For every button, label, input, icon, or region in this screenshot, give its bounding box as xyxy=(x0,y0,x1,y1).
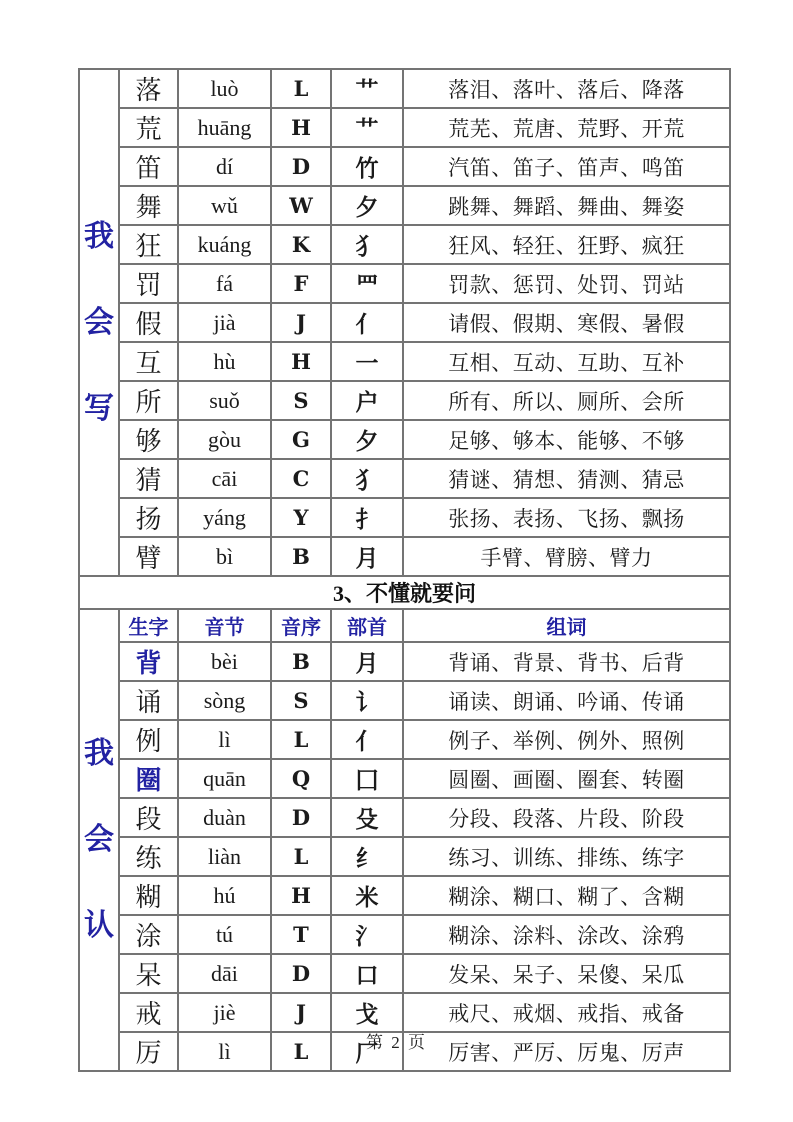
pinyin-cell: dí xyxy=(178,147,271,186)
radical-cell: 艹 xyxy=(331,69,403,108)
radical-cell: 囗 xyxy=(331,759,403,798)
vocab-table xyxy=(78,68,731,1072)
column-header-character: 生字 xyxy=(119,609,178,642)
radical-cell: 亻 xyxy=(331,303,403,342)
pinyin-cell: bèi xyxy=(178,642,271,681)
vocab-row xyxy=(79,225,730,264)
radical-cell: 竹 xyxy=(331,147,403,186)
words-cell: 例子、举例、例外、照例 xyxy=(403,720,730,759)
pinyin-cell: tú xyxy=(178,915,271,954)
initial-letter-cell: L xyxy=(271,720,331,759)
vocab-row xyxy=(79,993,730,1032)
pinyin-cell: jià xyxy=(178,303,271,342)
words-cell: 糊涂、糊口、糊了、含糊 xyxy=(403,876,730,915)
character-cell: 涂 xyxy=(119,915,178,954)
initial-letter-cell: B xyxy=(271,537,331,576)
radical-cell: 扌 xyxy=(331,498,403,537)
pinyin-cell: liàn xyxy=(178,837,271,876)
radical-cell: 夕 xyxy=(331,186,403,225)
lesson-title-row xyxy=(79,576,730,609)
words-cell: 足够、够本、能够、不够 xyxy=(403,420,730,459)
character-cell: 戒 xyxy=(119,993,178,1032)
column-header-initial: 音序 xyxy=(271,609,331,642)
character-cell: 假 xyxy=(119,303,178,342)
initial-letter-cell: L xyxy=(271,837,331,876)
initial-letter-cell: L xyxy=(271,1032,331,1071)
side-label-char: 会 xyxy=(84,305,114,339)
page-number: 第 2 页 xyxy=(366,1033,427,1052)
vocab-row xyxy=(79,69,730,108)
vocab-row xyxy=(79,420,730,459)
character-cell: 互 xyxy=(119,342,178,381)
character-cell: 舞 xyxy=(119,186,178,225)
vocab-row xyxy=(79,498,730,537)
words-cell: 荒芜、荒唐、荒野、开荒 xyxy=(403,108,730,147)
vocab-row xyxy=(79,459,730,498)
pinyin-cell: suǒ xyxy=(178,381,271,420)
pinyin-cell: quān xyxy=(178,759,271,798)
radical-cell: 户 xyxy=(331,381,403,420)
character-cell: 例 xyxy=(119,720,178,759)
vocab-row xyxy=(79,681,730,720)
pinyin-cell: sòng xyxy=(178,681,271,720)
character-cell: 厉 xyxy=(119,1032,178,1071)
vocab-row xyxy=(79,147,730,186)
initial-letter-cell: B xyxy=(271,642,331,681)
initial-letter-cell: Y xyxy=(271,498,331,537)
vocab-row xyxy=(79,342,730,381)
vocab-row xyxy=(79,720,730,759)
column-header-radical: 部首 xyxy=(331,609,403,642)
lesson-title: 3、不懂就要问 xyxy=(79,576,730,609)
words-cell: 猜谜、猜想、猜测、猜忌 xyxy=(403,459,730,498)
pinyin-cell: hù xyxy=(178,342,271,381)
initial-letter-cell: W xyxy=(271,186,331,225)
character-cell: 所 xyxy=(119,381,178,420)
words-cell: 互相、互动、互助、互补 xyxy=(403,342,730,381)
words-cell: 请假、假期、寒假、暑假 xyxy=(403,303,730,342)
character-cell: 够 xyxy=(119,420,178,459)
column-header-words: 组词 xyxy=(403,609,730,642)
words-cell: 手臂、臂膀、臂力 xyxy=(403,537,730,576)
pinyin-cell: jiè xyxy=(178,993,271,1032)
words-cell: 背诵、背景、背书、后背 xyxy=(403,642,730,681)
initial-letter-cell: Q xyxy=(271,759,331,798)
words-cell: 糊涂、涂料、涂改、涂鸦 xyxy=(403,915,730,954)
pinyin-cell: cāi xyxy=(178,459,271,498)
initial-letter-cell: H xyxy=(271,108,331,147)
radical-cell: 厂 xyxy=(331,1032,403,1071)
vocab-row xyxy=(79,537,730,576)
character-cell: 练 xyxy=(119,837,178,876)
radical-cell: 犭 xyxy=(331,459,403,498)
pinyin-cell: kuáng xyxy=(178,225,271,264)
vocab-row xyxy=(79,954,730,993)
pinyin-cell: huāng xyxy=(178,108,271,147)
side-label-we-can-write xyxy=(79,69,119,576)
character-cell: 背 xyxy=(119,642,178,681)
radical-cell: 讠 xyxy=(331,681,403,720)
vocab-table-body xyxy=(79,69,730,1071)
radical-cell: 戈 xyxy=(331,993,403,1032)
character-cell: 圈 xyxy=(119,759,178,798)
character-cell: 笛 xyxy=(119,147,178,186)
words-cell: 发呆、呆子、呆傻、呆瓜 xyxy=(403,954,730,993)
pinyin-cell: hú xyxy=(178,876,271,915)
character-cell: 扬 xyxy=(119,498,178,537)
vocab-row xyxy=(79,915,730,954)
vocab-row xyxy=(79,303,730,342)
vocab-row xyxy=(79,108,730,147)
pinyin-cell: gòu xyxy=(178,420,271,459)
vocab-row xyxy=(79,381,730,420)
words-cell: 分段、段落、片段、阶段 xyxy=(403,798,730,837)
character-cell: 罚 xyxy=(119,264,178,303)
words-cell: 狂风、轻狂、狂野、疯狂 xyxy=(403,225,730,264)
radical-cell: 艹 xyxy=(331,108,403,147)
pinyin-cell: lì xyxy=(178,720,271,759)
side-label-char: 会 xyxy=(84,823,114,856)
character-cell: 荒 xyxy=(119,108,178,147)
character-cell: 诵 xyxy=(119,681,178,720)
initial-letter-cell: K xyxy=(271,225,331,264)
initial-letter-cell: T xyxy=(271,915,331,954)
radical-cell: 月 xyxy=(331,537,403,576)
words-cell: 圆圈、画圈、圈套、转圈 xyxy=(403,759,730,798)
character-cell: 猜 xyxy=(119,459,178,498)
vocab-row xyxy=(79,642,730,681)
radical-cell: 犭 xyxy=(331,225,403,264)
pinyin-cell: bì xyxy=(178,537,271,576)
character-cell: 段 xyxy=(119,798,178,837)
words-cell: 张扬、表扬、飞扬、飘扬 xyxy=(403,498,730,537)
pinyin-cell: yáng xyxy=(178,498,271,537)
pinyin-cell: wǔ xyxy=(178,186,271,225)
radical-cell: 米 xyxy=(331,876,403,915)
side-label-char: 我 xyxy=(84,219,114,253)
words-cell: 练习、训练、排练、练字 xyxy=(403,837,730,876)
pinyin-cell: lì xyxy=(178,1032,271,1071)
vocab-row xyxy=(79,798,730,837)
words-cell: 诵读、朗诵、吟诵、传诵 xyxy=(403,681,730,720)
character-cell: 狂 xyxy=(119,225,178,264)
words-cell: 罚款、惩罚、处罚、罚站 xyxy=(403,264,730,303)
initial-letter-cell: S xyxy=(271,681,331,720)
initial-letter-cell: D xyxy=(271,147,331,186)
initial-letter-cell: D xyxy=(271,954,331,993)
initial-letter-cell: D xyxy=(271,798,331,837)
column-header-row xyxy=(79,609,730,642)
words-cell: 厉害、严厉、厉鬼、厉声 xyxy=(403,1032,730,1071)
initial-letter-cell: J xyxy=(271,303,331,342)
radical-cell: 亻 xyxy=(331,720,403,759)
pinyin-cell: luò xyxy=(178,69,271,108)
words-cell: 戒尺、戒烟、戒指、戒备 xyxy=(403,993,730,1032)
side-label-char: 写 xyxy=(84,391,114,425)
character-cell: 呆 xyxy=(119,954,178,993)
initial-letter-cell: L xyxy=(271,69,331,108)
radical-cell: 氵 xyxy=(331,915,403,954)
radical-cell: 一 xyxy=(331,342,403,381)
initial-letter-cell: S xyxy=(271,381,331,420)
initial-letter-cell: F xyxy=(271,264,331,303)
side-label-we-can-recognize xyxy=(79,609,119,1071)
radical-cell: 殳 xyxy=(331,798,403,837)
pinyin-cell: dāi xyxy=(178,954,271,993)
words-cell: 所有、所以、厕所、会所 xyxy=(403,381,730,420)
vocab-row xyxy=(79,264,730,303)
side-label-char: 我 xyxy=(84,737,114,770)
words-cell: 落泪、落叶、落后、降落 xyxy=(403,69,730,108)
vocab-row xyxy=(79,837,730,876)
radical-cell: 夕 xyxy=(331,420,403,459)
radical-cell: 纟 xyxy=(331,837,403,876)
vocab-row xyxy=(79,759,730,798)
pinyin-cell: duàn xyxy=(178,798,271,837)
radical-cell: 口 xyxy=(331,954,403,993)
character-cell: 落 xyxy=(119,69,178,108)
words-cell: 汽笛、笛子、笛声、鸣笛 xyxy=(403,147,730,186)
vocab-row xyxy=(79,876,730,915)
radical-cell: 月 xyxy=(331,642,403,681)
vocab-row xyxy=(79,186,730,225)
radical-cell: 罒 xyxy=(331,264,403,303)
initial-letter-cell: H xyxy=(271,876,331,915)
column-header-pinyin: 音节 xyxy=(178,609,271,642)
character-cell: 糊 xyxy=(119,876,178,915)
initial-letter-cell: G xyxy=(271,420,331,459)
initial-letter-cell: H xyxy=(271,342,331,381)
words-cell: 跳舞、舞蹈、舞曲、舞姿 xyxy=(403,186,730,225)
pinyin-cell: fá xyxy=(178,264,271,303)
character-cell: 臂 xyxy=(119,537,178,576)
initial-letter-cell: C xyxy=(271,459,331,498)
initial-letter-cell: J xyxy=(271,993,331,1032)
side-label-char: 认 xyxy=(84,909,114,942)
